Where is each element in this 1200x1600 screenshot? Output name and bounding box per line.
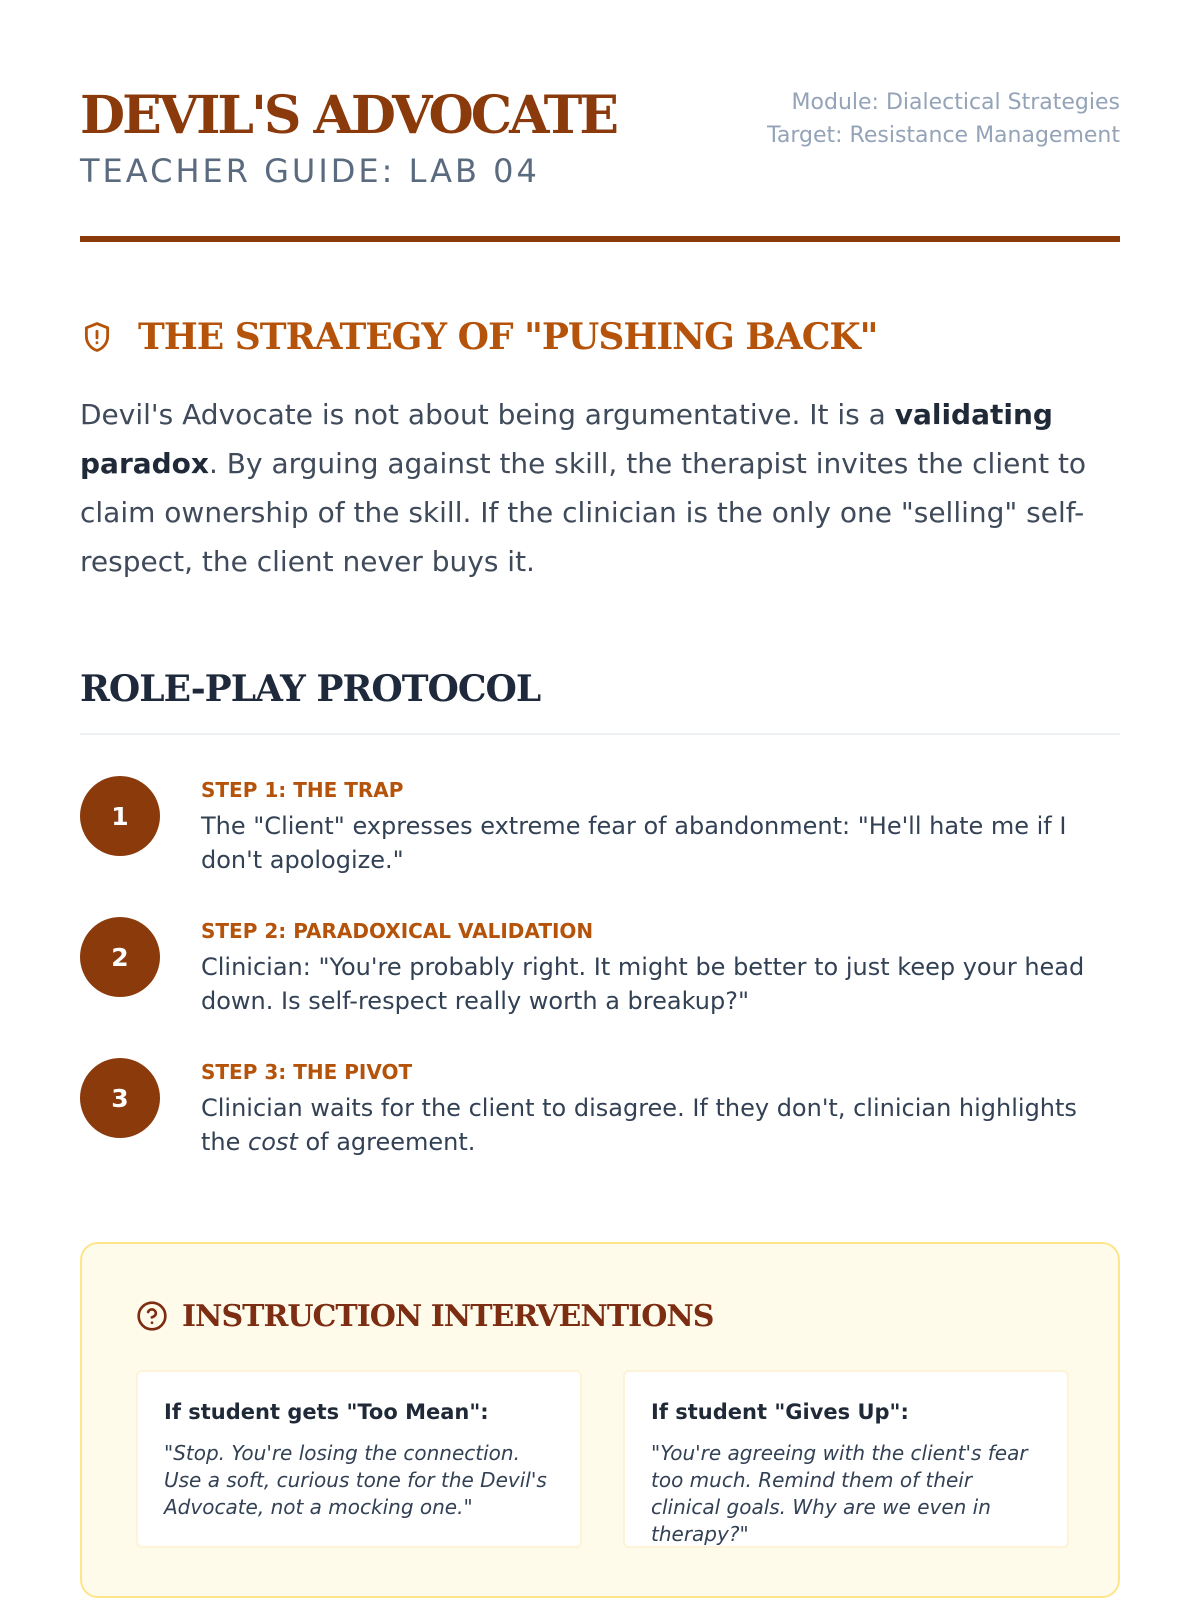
teacher-guide-page [80, 0, 1120, 1600]
intervention-card-gives-up [623, 1370, 1069, 1548]
step-label: STEP 1: THE TRAP [201, 778, 404, 802]
intro-text-start: Devil's Advocate is not about being argumentative. It is a [80, 398, 895, 431]
step-body [201, 1059, 1120, 1159]
intervention-card-too-mean [136, 1370, 582, 1548]
strategy-intro [80, 390, 1120, 586]
interventions-title: INSTRUCTION INTERVENTIONS [182, 1298, 714, 1334]
strategy-heading [80, 312, 877, 362]
step-label: STEP 2: PARADOXICAL VALIDATION [201, 919, 594, 943]
step-text-end: of agreement. [297, 1128, 476, 1156]
step-text-emphasis: cost [248, 1128, 298, 1156]
target-label: Target: Resistance Management [767, 123, 1120, 148]
step-number-badge: 3 [80, 1058, 160, 1138]
step-text [201, 1091, 1120, 1159]
module-label: Module: Dialectical Strategies [791, 90, 1120, 115]
page-header [80, 86, 1120, 242]
step-body [201, 777, 1120, 877]
intro-emphasis: validating paradox [80, 398, 1053, 480]
intervention-card-title: If student "Gives Up": [651, 1400, 909, 1424]
intervention-card-quote: "You're agreeing with the client's fear too much. Remind them of their clinical goals. Why are we even in therapy?" [651, 1441, 1028, 1546]
intro-text-end: . By arguing against the skill, the therapist invites the client to claim ownership of the skill. If the clinician is the only one "selling" self-respect, the client never buys it. [80, 447, 1087, 578]
help-circle-icon [136, 1300, 168, 1332]
step-text: The "Client" expresses extreme fear of abandonment: "He'll hate me if I don't apologize." [201, 812, 1067, 874]
step-number-badge: 2 [80, 917, 160, 997]
protocol-divider [80, 733, 1120, 735]
shield-alert-icon [80, 319, 114, 355]
step-label: STEP 3: THE PIVOT [201, 1060, 413, 1084]
strategy-title: THE STRATEGY OF "PUSHING BACK" [138, 316, 878, 358]
module-meta [767, 86, 1120, 152]
intervention-card-quote: "Stop. You're losing the connection. Use a soft, curious tone for the Devil's Advocate, not a mocking one." [164, 1441, 547, 1519]
interventions-heading [136, 1296, 713, 1336]
step-text-start: Clinician waits for the client to disagree. If they don't, clinician highlights the [201, 1094, 1077, 1156]
interventions-callout [80, 1242, 1120, 1598]
intervention-card-title: If student gets "Too Mean": [164, 1400, 489, 1424]
step-body [201, 918, 1120, 1018]
page-title: DEVIL'S ADVOCATE [80, 85, 617, 146]
page-subtitle: TEACHER GUIDE: LAB 04 [80, 152, 540, 190]
protocol-title: ROLE-PLAY PROTOCOL [80, 668, 541, 710]
step-number-badge: 1 [80, 776, 160, 856]
step-text: Clinician: "You're probably right. It might be better to just keep your head down. Is self-respect really worth a breakup?" [201, 953, 1085, 1015]
